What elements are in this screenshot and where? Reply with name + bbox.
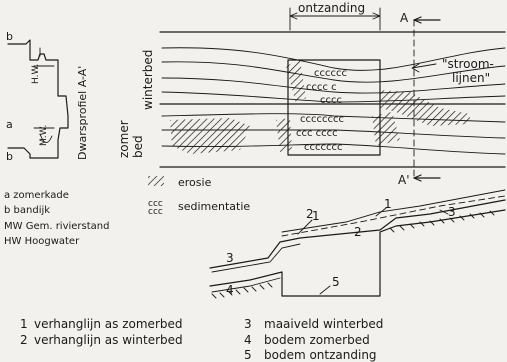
zomerbed-label-line1: zomer <box>117 120 131 158</box>
erosie-patch <box>170 118 250 154</box>
profile-mark-b-bottom: b <box>6 150 13 163</box>
legend-num: 1 <box>20 317 28 331</box>
sedimentatie-legend-label: sedimentatie <box>178 200 251 213</box>
profile-mark-b-top: b <box>6 30 13 43</box>
legend-text: bodem zomerbed <box>264 333 370 347</box>
cross-profile <box>8 40 68 158</box>
profile-legend-item: b bandijk <box>4 205 51 216</box>
section-number-2: 2 <box>306 207 314 221</box>
erosie-patch <box>372 112 400 146</box>
profile-legend-item: HW Hoogwater <box>4 236 80 247</box>
section-label-a-prime: A' <box>398 173 410 187</box>
profile-mark-hw: H.W. <box>31 63 41 84</box>
section-number-1b: 1 <box>384 197 392 211</box>
sediment-legend-swatch: ccc <box>148 199 163 209</box>
profile-mark-mw: M.W. <box>39 124 49 146</box>
erosie-legend-swatch <box>148 176 164 186</box>
profile-mark-a: a <box>6 118 13 131</box>
sedimentatie-marks: cccccc <box>314 68 347 79</box>
profile-legend-item: MW Gem. rivierstand <box>4 221 110 232</box>
sedimentatie-marks: cccc <box>320 95 342 106</box>
section-number-1: 1 <box>312 209 320 223</box>
longitudinal-section <box>210 190 505 298</box>
profile-outline <box>8 40 68 158</box>
section-label-a: A <box>400 11 409 25</box>
legend-text: verhanglijn as winterbed <box>34 333 183 347</box>
stroomlijnen-label-line1: "stroom- <box>442 57 494 71</box>
section-number-5: 5 <box>332 275 340 289</box>
legend-num: 3 <box>244 317 252 331</box>
legend-num: 2 <box>20 333 28 347</box>
profile-legend-item: a zomerkade <box>4 190 69 201</box>
section-number-3b: 3 <box>226 251 234 265</box>
erosie-patch <box>286 60 306 104</box>
section-number-4: 4 <box>226 283 234 297</box>
legend-num: 4 <box>244 333 252 347</box>
erosie-legend-label: erosie <box>178 176 212 189</box>
section-number-2b: 2 <box>354 225 362 239</box>
legend-text: bodem ontzanding <box>264 348 377 362</box>
sedimentatie-marks: ccc cccc <box>296 128 338 139</box>
zomerbed-label-line2: bed <box>131 135 145 158</box>
dwarsprofiel-label: Dwarsprofiel A-A' <box>76 65 89 160</box>
ontzanding-label: ontzanding <box>298 1 366 15</box>
sedimentatie-marks: ccccccc <box>304 142 343 153</box>
stroomlijnen-label-line2: lijnen" <box>452 71 491 85</box>
sediment-legend-swatch: ccc <box>148 207 163 217</box>
sedimentatie-marks: cccc c <box>306 82 337 93</box>
section-number-3: 3 <box>448 205 456 219</box>
stroomlijnen-arrow <box>412 64 436 72</box>
legend-text: maaiveld winterbed <box>264 317 384 331</box>
erosie-patch <box>276 118 292 152</box>
legend-text: verhanglijn as zomerbed <box>34 317 183 331</box>
winterbed-label: winterbed <box>141 49 155 110</box>
sedimentatie-marks: cccccccc <box>300 114 344 125</box>
legend-num: 5 <box>244 348 252 362</box>
